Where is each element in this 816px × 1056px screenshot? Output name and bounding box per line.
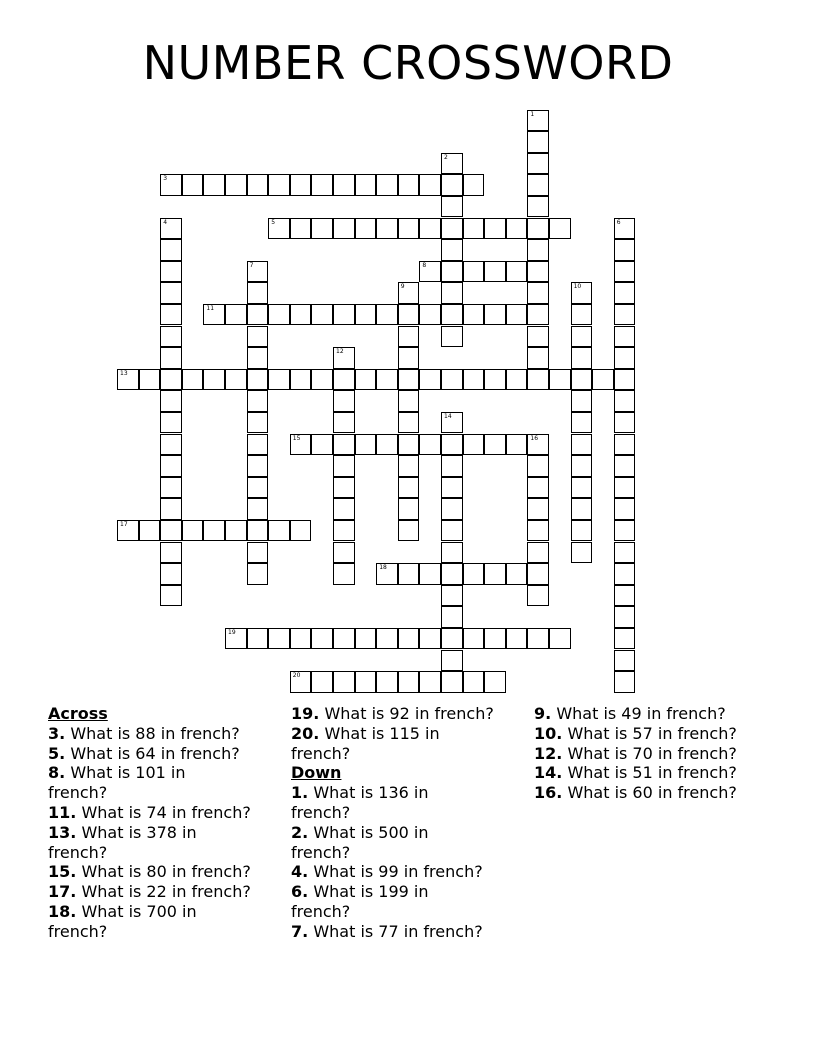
crossword-cell[interactable]: [247, 282, 269, 304]
crossword-cell[interactable]: [614, 434, 636, 456]
crossword-cell[interactable]: [247, 174, 269, 196]
clue-number: 4: [163, 218, 168, 226]
clue-across-13: 13. What is 378 in french?: [48, 822, 197, 862]
crossword-cell[interactable]: [614, 347, 636, 369]
crossword-cell[interactable]: [463, 304, 485, 326]
crossword-cell[interactable]: [614, 671, 636, 693]
crossword-cell[interactable]: [355, 369, 377, 391]
crossword-cell[interactable]: [506, 434, 528, 456]
crossword-cell[interactable]: [463, 563, 485, 585]
crossword-cell[interactable]: [614, 390, 636, 412]
crossword-cell[interactable]: [268, 174, 290, 196]
crossword-cell[interactable]: [571, 542, 593, 564]
crossword-cell[interactable]: [376, 174, 398, 196]
crossword-cell[interactable]: [160, 326, 182, 348]
crossword-cell[interactable]: [419, 218, 441, 240]
crossword-cell[interactable]: [571, 498, 593, 520]
crossword-cell[interactable]: [203, 520, 225, 542]
crossword-cell[interactable]: [484, 304, 506, 326]
crossword-cell[interactable]: [527, 110, 549, 132]
crossword-cell[interactable]: [506, 218, 528, 240]
crossword-cell[interactable]: [419, 174, 441, 196]
clue-across-3: 3. What is 88 in french?: [48, 723, 240, 743]
crossword-cell[interactable]: [527, 196, 549, 218]
clues-column-3: [534, 704, 774, 803]
crossword-cell[interactable]: [355, 628, 377, 650]
clue-across-11: 11. What is 74 in french?: [48, 802, 251, 822]
crossword-cell[interactable]: [355, 218, 377, 240]
crossword-cell[interactable]: [614, 412, 636, 434]
crossword-cell[interactable]: [484, 369, 506, 391]
crossword-cell[interactable]: [160, 477, 182, 499]
crossword-cell[interactable]: [398, 369, 420, 391]
crossword-cell[interactable]: [527, 174, 549, 196]
crossword-cell[interactable]: [484, 218, 506, 240]
crossword-cell[interactable]: [160, 239, 182, 261]
crossword-cell[interactable]: [441, 174, 463, 196]
crossword-cell[interactable]: [614, 369, 636, 391]
crossword-cell[interactable]: [117, 520, 139, 542]
crossword-cell[interactable]: [268, 304, 290, 326]
crossword-cell[interactable]: [441, 434, 463, 456]
crossword-cell[interactable]: [527, 369, 549, 391]
crossword-cell[interactable]: [247, 412, 269, 434]
crossword-cell[interactable]: [290, 628, 312, 650]
clue-number: 11: [206, 304, 215, 312]
crossword-cell[interactable]: [333, 563, 355, 585]
crossword-cell[interactable]: [441, 520, 463, 542]
crossword-cell[interactable]: [419, 671, 441, 693]
clue-number: 1: [530, 110, 535, 118]
crossword-cell[interactable]: [333, 542, 355, 564]
crossword-cell[interactable]: [463, 628, 485, 650]
crossword-cell[interactable]: [527, 520, 549, 542]
crossword-cell[interactable]: [160, 498, 182, 520]
crossword-cell[interactable]: [398, 628, 420, 650]
crossword-cell[interactable]: [614, 239, 636, 261]
crossword-cell[interactable]: [333, 520, 355, 542]
crossword-cell[interactable]: [441, 153, 463, 175]
crossword-cell[interactable]: [614, 218, 636, 240]
crossword-cell[interactable]: [398, 326, 420, 348]
crossword-cell[interactable]: [441, 326, 463, 348]
crossword-cell[interactable]: [225, 304, 247, 326]
crossword-cell[interactable]: [398, 282, 420, 304]
crossword-cell[interactable]: [614, 455, 636, 477]
crossword-cell[interactable]: [139, 369, 161, 391]
crossword-cell[interactable]: [419, 369, 441, 391]
clue-number: 12: [336, 348, 344, 356]
clue-across-20: 20. What is 115 in french?: [291, 723, 440, 763]
crossword-cell[interactable]: [398, 563, 420, 585]
crossword-cell[interactable]: [506, 628, 528, 650]
crossword-cell[interactable]: [398, 671, 420, 693]
crossword-cell[interactable]: [333, 174, 355, 196]
crossword-cell[interactable]: [527, 282, 549, 304]
crossword-cell[interactable]: [549, 218, 571, 240]
crossword-cell[interactable]: [571, 304, 593, 326]
crossword-cell[interactable]: [398, 520, 420, 542]
crossword-cell[interactable]: [333, 390, 355, 412]
crossword-cell[interactable]: [614, 628, 636, 650]
crossword-cell[interactable]: [398, 498, 420, 520]
crossword-cell[interactable]: [419, 304, 441, 326]
crossword-cell[interactable]: [571, 455, 593, 477]
clue-number: 5: [271, 218, 276, 226]
crossword-cell[interactable]: [376, 304, 398, 326]
clue-number: 6: [616, 218, 621, 226]
crossword-cell[interactable]: [441, 455, 463, 477]
crossword-cell[interactable]: [398, 347, 420, 369]
clue-down-9: 9. What is 49 in french?: [534, 704, 726, 723]
clue-across-19: 19. What is 92 in french?: [291, 704, 494, 723]
crossword-cell[interactable]: [247, 498, 269, 520]
crossword-cell[interactable]: [376, 218, 398, 240]
crossword-cell[interactable]: [160, 390, 182, 412]
crossword-cell[interactable]: [527, 131, 549, 153]
clue-down-6: 6. What is 199 in french?: [291, 882, 429, 921]
crossword-cell[interactable]: [441, 477, 463, 499]
crossword-cell[interactable]: [117, 369, 139, 391]
crossword-cell[interactable]: [160, 304, 182, 326]
crossword-cell[interactable]: [506, 563, 528, 585]
clue-across-8: 8. What is 101 in french?: [48, 763, 186, 803]
clue-number: 18: [379, 564, 387, 572]
crossword-cell[interactable]: [441, 563, 463, 585]
clue-across-5: 5. What is 64 in french?: [48, 743, 240, 763]
crossword-cell[interactable]: [225, 174, 247, 196]
crossword-cell[interactable]: [527, 498, 549, 520]
crossword-cell[interactable]: [311, 628, 333, 650]
crossword-cell[interactable]: [290, 434, 312, 456]
clue-number: 7: [249, 261, 254, 269]
clues-column-2: [291, 704, 526, 942]
crossword-cell[interactable]: [484, 628, 506, 650]
crossword-cell[interactable]: [506, 261, 528, 283]
crossword-cell[interactable]: [463, 261, 485, 283]
crossword-cell[interactable]: [571, 434, 593, 456]
crossword-cell[interactable]: [182, 174, 204, 196]
crossword-cell[interactable]: [571, 282, 593, 304]
crossword-cell[interactable]: [527, 239, 549, 261]
crossword-cell[interactable]: [527, 542, 549, 564]
crossword-cell[interactable]: [160, 174, 182, 196]
crossword-cell[interactable]: [571, 390, 593, 412]
crossword-cell[interactable]: [614, 477, 636, 499]
crossword-cell[interactable]: [311, 304, 333, 326]
crossword-cell[interactable]: [160, 563, 182, 585]
crossword-cell[interactable]: [441, 218, 463, 240]
crossword-cell[interactable]: [571, 412, 593, 434]
crossword-cell[interactable]: [268, 218, 290, 240]
crossword-cell[interactable]: [311, 218, 333, 240]
crossword-cell[interactable]: [549, 369, 571, 391]
clues-column-1: [48, 704, 280, 942]
crossword-cell[interactable]: [463, 434, 485, 456]
crossword-cell[interactable]: [441, 304, 463, 326]
crossword-cell[interactable]: [160, 218, 182, 240]
crossword-cell[interactable]: [463, 174, 485, 196]
crossword-cell[interactable]: [160, 261, 182, 283]
crossword-cell[interactable]: [527, 326, 549, 348]
crossword-cell[interactable]: [247, 542, 269, 564]
clue-number: 15: [292, 434, 301, 442]
crossword-cell[interactable]: [376, 563, 398, 585]
crossword-cell[interactable]: [333, 671, 355, 693]
crossword-cell[interactable]: [160, 282, 182, 304]
crossword-cell[interactable]: [527, 455, 549, 477]
crossword-cell[interactable]: [441, 282, 463, 304]
clue-down-2: 2. What is 500 in french?: [291, 822, 429, 862]
clue-across-18: 18. What is 700 in french?: [48, 901, 197, 941]
clue-across-17: 17. What is 22 in french?: [48, 882, 251, 902]
crossword-cell[interactable]: [571, 477, 593, 499]
crossword-cell[interactable]: [441, 261, 463, 283]
crossword-cell[interactable]: [484, 563, 506, 585]
down-heading: Down: [291, 763, 342, 783]
crossword-cell[interactable]: [290, 520, 312, 542]
crossword-cell[interactable]: [571, 369, 593, 391]
page-title: NUMBER CROSSWORD: [142, 36, 674, 90]
crossword-cell[interactable]: [614, 304, 636, 326]
crossword-cell[interactable]: [441, 671, 463, 693]
crossword-cell[interactable]: [333, 347, 355, 369]
crossword-cell[interactable]: [419, 261, 441, 283]
crossword-cell[interactable]: [311, 434, 333, 456]
crossword-cell[interactable]: [247, 390, 269, 412]
crossword-cell[interactable]: [160, 369, 182, 391]
crossword-cell[interactable]: [441, 369, 463, 391]
crossword-cell[interactable]: [419, 434, 441, 456]
across-heading: Across: [48, 704, 108, 723]
crossword-cell[interactable]: [398, 390, 420, 412]
crossword-cell[interactable]: [441, 542, 463, 564]
crossword-cell[interactable]: [355, 174, 377, 196]
clue-number: 9: [400, 283, 405, 291]
clue-number: 19: [228, 628, 236, 636]
crossword-cell[interactable]: [441, 650, 463, 672]
crossword-cell[interactable]: [484, 434, 506, 456]
crossword-cell[interactable]: [506, 304, 528, 326]
crossword-cell[interactable]: [614, 585, 636, 607]
crossword-cell[interactable]: [290, 671, 312, 693]
crossword-cell[interactable]: [182, 520, 204, 542]
clue-down-7: 7. What is 77 in french?: [291, 921, 483, 941]
crossword-cell[interactable]: [614, 282, 636, 304]
crossword-cell[interactable]: [139, 520, 161, 542]
crossword-cell[interactable]: [376, 434, 398, 456]
crossword-cell[interactable]: [160, 585, 182, 607]
crossword-cell[interactable]: [614, 563, 636, 585]
crossword-cell[interactable]: [527, 347, 549, 369]
crossword-cell[interactable]: [333, 434, 355, 456]
clue-number: 20: [292, 672, 301, 680]
crossword-cell[interactable]: [527, 261, 549, 283]
crossword-cell[interactable]: [247, 261, 269, 283]
crossword-cell[interactable]: [333, 498, 355, 520]
crossword-cell[interactable]: [527, 153, 549, 175]
crossword-cell[interactable]: [527, 218, 549, 240]
crossword-cell[interactable]: [333, 218, 355, 240]
crossword-cell[interactable]: [203, 304, 225, 326]
crossword-cell[interactable]: [441, 585, 463, 607]
clue-down-12: 12. What is 70 in french?: [534, 743, 737, 763]
clue-down-16: 16. What is 60 in french?: [534, 783, 737, 803]
crossword-cell[interactable]: [506, 369, 528, 391]
crossword-cell[interactable]: [398, 412, 420, 434]
clue-down-1: 1. What is 136 in french?: [291, 783, 429, 822]
clue-number: 8: [422, 261, 427, 269]
crossword-cell[interactable]: [290, 304, 312, 326]
clue-number: 3: [163, 175, 168, 183]
crossword-cell[interactable]: [247, 563, 269, 585]
crossword-cell[interactable]: [225, 628, 247, 650]
crossword-cell[interactable]: [290, 369, 312, 391]
crossword-cell[interactable]: [398, 477, 420, 499]
crossword-cell[interactable]: [549, 628, 571, 650]
crossword-cell[interactable]: [527, 304, 549, 326]
crossword-cell[interactable]: [247, 304, 269, 326]
crossword-cell[interactable]: [311, 671, 333, 693]
crossword-cell[interactable]: [484, 261, 506, 283]
crossword-cell[interactable]: [614, 542, 636, 564]
crossword-cell[interactable]: [441, 498, 463, 520]
crossword-cell[interactable]: [527, 477, 549, 499]
crossword-cell[interactable]: [441, 606, 463, 628]
crossword-cell[interactable]: [571, 347, 593, 369]
crossword-cell[interactable]: [398, 218, 420, 240]
crossword-cell[interactable]: [160, 520, 182, 542]
crossword-cell[interactable]: [376, 671, 398, 693]
crossword-cell[interactable]: [160, 542, 182, 564]
crossword-cell[interactable]: [355, 304, 377, 326]
crossword-cell[interactable]: [355, 671, 377, 693]
crossword-cell[interactable]: [225, 369, 247, 391]
crossword-cell[interactable]: [463, 218, 485, 240]
crossword-cell[interactable]: [333, 369, 355, 391]
crossword-cell[interactable]: [160, 434, 182, 456]
clue-down-14: 14. What is 51 in french?: [534, 763, 737, 783]
crossword-cell[interactable]: [268, 520, 290, 542]
crossword-cell[interactable]: [484, 671, 506, 693]
crossword-cell[interactable]: [527, 563, 549, 585]
crossword-cell[interactable]: [247, 326, 269, 348]
crossword-cell[interactable]: [160, 412, 182, 434]
crossword-cell[interactable]: [463, 671, 485, 693]
crossword-cell[interactable]: [463, 369, 485, 391]
crossword-cell[interactable]: [333, 455, 355, 477]
crossword-cell[interactable]: [614, 326, 636, 348]
crossword-cell[interactable]: [441, 196, 463, 218]
crossword-cell[interactable]: [333, 304, 355, 326]
crossword-cell[interactable]: [290, 218, 312, 240]
crossword-cell[interactable]: [203, 369, 225, 391]
crossword-cell[interactable]: [614, 261, 636, 283]
crossword-cell[interactable]: [247, 455, 269, 477]
crossword-cell[interactable]: [398, 304, 420, 326]
crossword-cell[interactable]: [268, 369, 290, 391]
crossword-cell[interactable]: [376, 369, 398, 391]
clue-number: 13: [120, 369, 128, 377]
crossword-cell[interactable]: [290, 174, 312, 196]
crossword-cell[interactable]: [527, 434, 549, 456]
crossword-cell[interactable]: [419, 563, 441, 585]
crossword-cell[interactable]: [268, 628, 290, 650]
crossword-cell[interactable]: [398, 434, 420, 456]
clue-number: 2: [444, 153, 448, 161]
crossword-cell[interactable]: [247, 628, 269, 650]
crossword-cell[interactable]: [441, 412, 463, 434]
clue-down-4: 4. What is 99 in french?: [291, 862, 483, 882]
crossword-cell[interactable]: [571, 520, 593, 542]
crossword-cell[interactable]: [247, 477, 269, 499]
crossword-cell[interactable]: [376, 628, 398, 650]
crossword-cell[interactable]: [333, 628, 355, 650]
clue-number: 14: [444, 412, 452, 420]
crossword-cell[interactable]: [225, 520, 247, 542]
crossword-cell[interactable]: [160, 347, 182, 369]
crossword-cell[interactable]: [614, 650, 636, 672]
crossword-cell[interactable]: [311, 369, 333, 391]
clue-number: 10: [573, 283, 582, 291]
crossword-cell[interactable]: [333, 477, 355, 499]
crossword-cell[interactable]: [355, 434, 377, 456]
crossword-cell[interactable]: [441, 239, 463, 261]
crossword-cell[interactable]: [247, 520, 269, 542]
crossword-cell[interactable]: [311, 174, 333, 196]
clue-number: 16: [530, 434, 539, 442]
crossword-cell[interactable]: [160, 455, 182, 477]
crossword-cell[interactable]: [614, 520, 636, 542]
crossword-cell[interactable]: [398, 174, 420, 196]
crossword-cell[interactable]: [203, 174, 225, 196]
crossword-cell[interactable]: [441, 628, 463, 650]
crossword-cell[interactable]: [571, 326, 593, 348]
crossword-cell[interactable]: [247, 434, 269, 456]
crossword-cell[interactable]: [333, 412, 355, 434]
crossword-cell[interactable]: [614, 606, 636, 628]
crossword-cell[interactable]: [182, 369, 204, 391]
crossword-cell[interactable]: [398, 455, 420, 477]
crossword-cell[interactable]: [614, 498, 636, 520]
clue-down-10: 10. What is 57 in french?: [534, 723, 737, 743]
crossword-cell[interactable]: [247, 347, 269, 369]
crossword-cell[interactable]: [527, 628, 549, 650]
crossword-cell[interactable]: [527, 585, 549, 607]
clue-number: 17: [120, 520, 128, 528]
crossword-cell[interactable]: [419, 628, 441, 650]
crossword-cell[interactable]: [247, 369, 269, 391]
clue-across-15: 15. What is 80 in french?: [48, 862, 251, 882]
crossword-cell[interactable]: [592, 369, 614, 391]
